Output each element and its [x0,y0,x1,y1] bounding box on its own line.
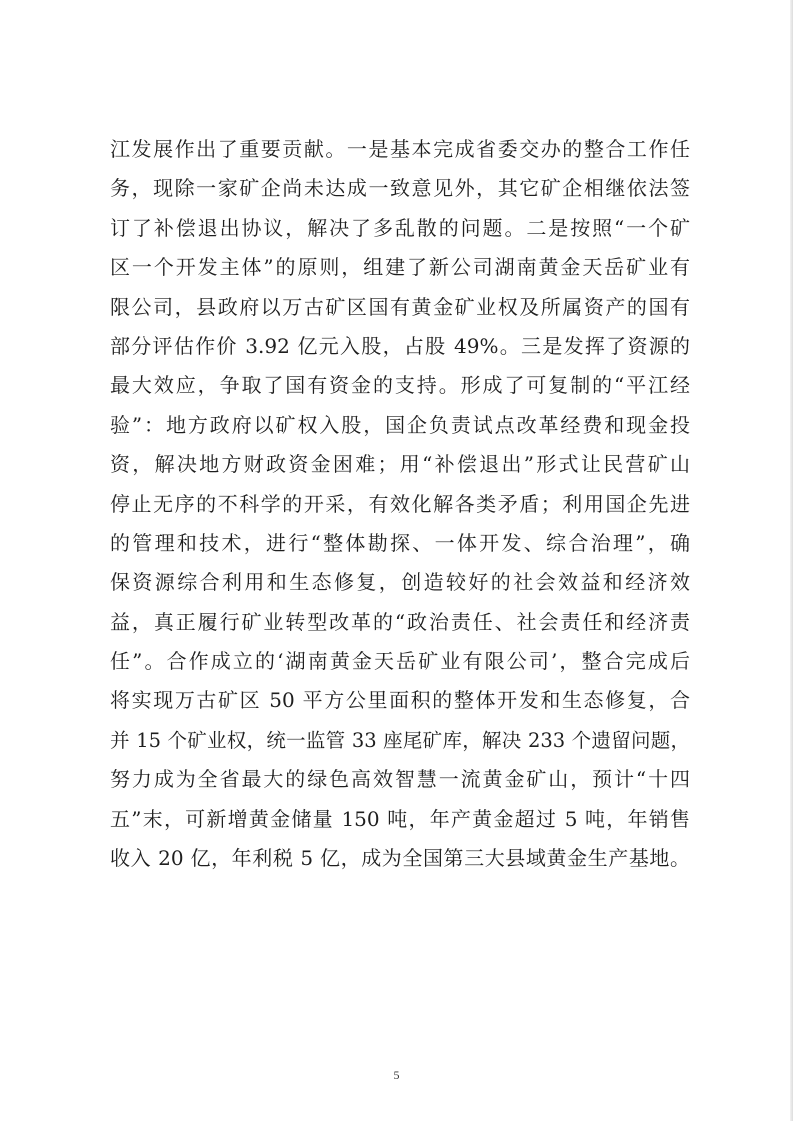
page-number: 5 [393,1068,400,1082]
text-line-4: 区一个开发主体”的原则，组建了新公司湖南黄金天岳矿业有 [110,255,690,280]
text-line-8: 验”：地方政府以矿权入股，国企负责试点改革经费和现金投 [110,412,690,437]
text-line-19: 收入 20 亿，年利税 5 亿，成为全国第三大县域黄金生产基地。 [110,846,690,871]
text-line-1: 江发展作出了重要贡献。一是基本完成省委交办的整合工作任 [110,137,690,161]
text-line-11: 的管理和技术，进行“整体勘探、一体开发、综合治理”，确 [110,530,690,555]
text-line-14: 任”。合作成立的‘湖南黄金天岳矿业有限公司’，整合完成后 [110,649,690,674]
text-line-15: 将实现万古矿区 50 平方公里面积的整体开发和生态修复，合 [110,688,690,713]
text-line-16: 并 15 个矿业权，统一监管 33 座尾矿库，解决 233 个遗留问题， [110,728,690,752]
text-line-3: 订了补偿退出协议，解决了多乱散的问题。二是按照“一个矿 [110,215,690,240]
text-line-5: 限公司，县政府以万古矿区国有黄金矿业权及所属资产的国有 [110,294,690,319]
text-line-2: 务，现除一家矿企尚未达成一致意见外，其它矿企相继依法签 [110,176,690,201]
text-line-13: 益，真正履行矿业转型改革的“政治责任、社会责任和经济责 [110,609,690,634]
text-line-18: 五”末，可新增黄金储量 150 吨，年产黄金超过 5 吨，年销售 [110,806,690,831]
text-line-17: 努力成为全省最大的绿色高效智慧一流黄金矿山，预计“十四 [110,767,690,792]
body-paragraph [110,130,690,878]
text-line-7: 最大效应，争取了国有资金的支持。形成了可复制的“平江经 [110,373,690,398]
text-line-6: 部分评估作价 3.92 亿元入股，占股 49%。三是发挥了资源的 [110,333,690,358]
text-line-9: 资，解决地方财政资金困难；用“补偿退出”形式让民营矿山 [110,452,690,477]
text-line-12: 保资源综合利用和生态修复，创造较好的社会效益和经济效 [110,570,690,595]
text-line-10: 停止无序的不科学的开采，有效化解各类矛盾；利用国企先进 [110,491,690,516]
